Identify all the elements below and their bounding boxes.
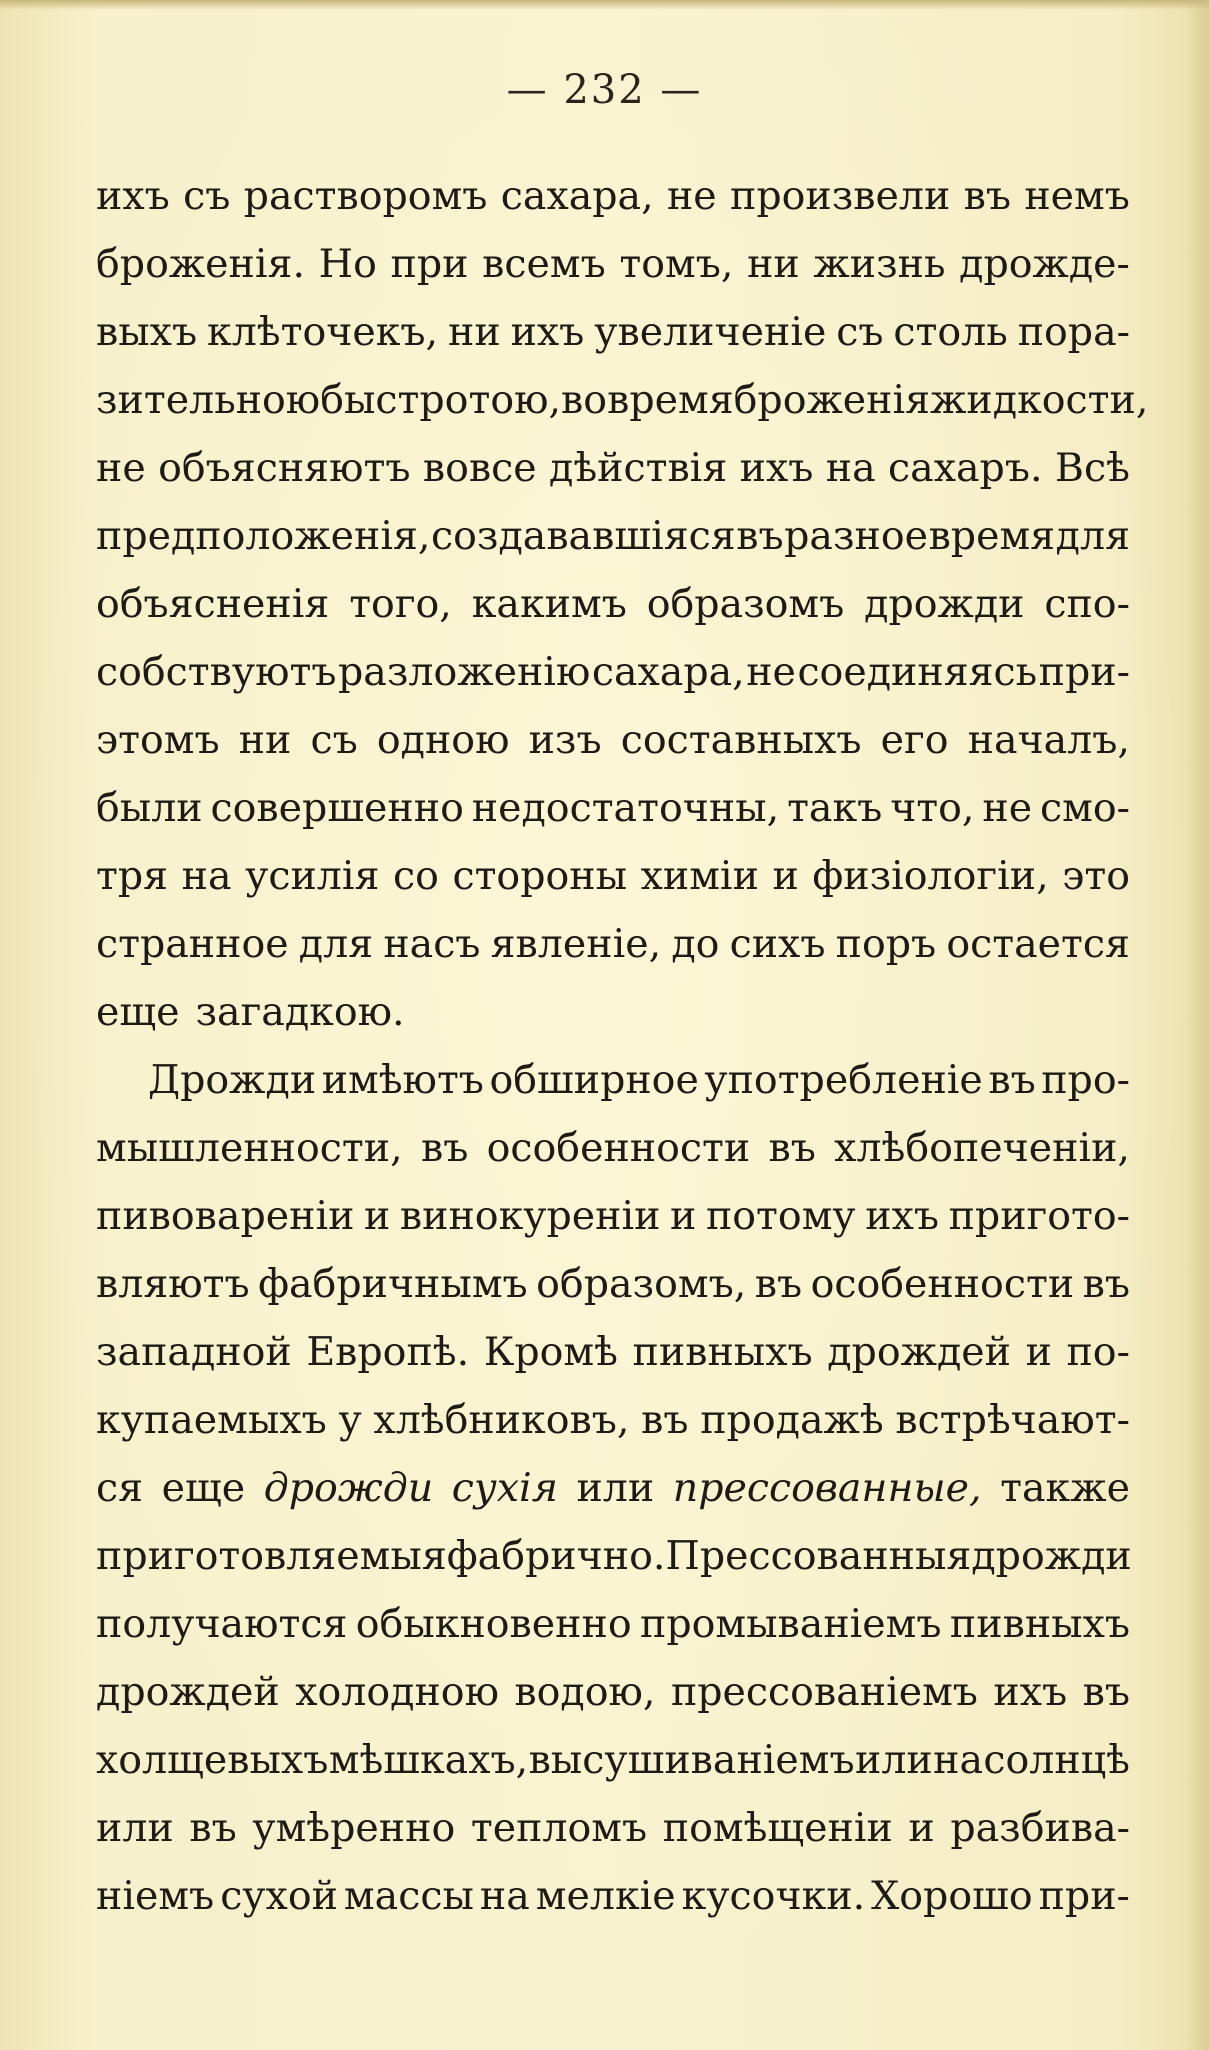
word: хлѣбопеченіи, [834, 1125, 1130, 1171]
word: жидкости, [930, 377, 1149, 423]
word: употребленіе [704, 1057, 983, 1103]
word: пивовареніи [96, 1193, 355, 1239]
word: выхъ [96, 309, 198, 355]
word: получаются [96, 1601, 348, 1647]
word: составныхъ [620, 717, 862, 763]
word: ни [238, 717, 292, 763]
word: Европѣ. [306, 1329, 470, 1375]
word: на [181, 853, 232, 899]
word: на [933, 1737, 984, 1783]
word: ихъ [739, 445, 814, 491]
word: ни [747, 241, 800, 287]
word: прессованіемъ [670, 1669, 978, 1715]
word: у [338, 1397, 362, 1443]
word: какимъ [471, 581, 627, 627]
text-line [96, 434, 1130, 502]
word: образомъ, [536, 1261, 747, 1307]
word: и [364, 1193, 391, 1239]
word: собствуютъ [96, 649, 337, 695]
word: дрожди [864, 581, 1025, 627]
text-line [96, 1590, 1130, 1658]
word: съ [836, 309, 884, 355]
word: дрожди [263, 1465, 434, 1511]
text-line [96, 162, 1130, 230]
word: не [982, 785, 1033, 831]
word: не [746, 649, 796, 695]
word: Хорошо [871, 1873, 1033, 1919]
word: пора- [1017, 309, 1130, 355]
word: съ [310, 717, 358, 763]
word: вляютъ [96, 1261, 250, 1307]
word: также [1000, 1465, 1130, 1511]
word: или [96, 1805, 174, 1851]
word: Прессованныя [665, 1533, 972, 1579]
word: съ [183, 173, 231, 219]
word: одною [376, 717, 510, 763]
word: еще [96, 989, 180, 1035]
word: солнцѣ [983, 1737, 1130, 1783]
word: и [908, 1805, 935, 1851]
word: пивныхъ [949, 1601, 1130, 1647]
word: встрѣчают- [895, 1397, 1130, 1443]
word: время [607, 377, 734, 423]
word: жизнь [813, 241, 946, 287]
text-line [96, 230, 1130, 298]
word: на [479, 1873, 530, 1919]
word: разбива- [950, 1805, 1130, 1851]
word: такъ [787, 785, 883, 831]
word: въ [768, 1125, 816, 1171]
word: время [928, 513, 1056, 559]
word: загадкою. [195, 989, 405, 1035]
word: того, [349, 581, 452, 627]
word: сухой [220, 1873, 338, 1919]
text-line [96, 842, 1130, 910]
body-text [96, 162, 1149, 1930]
word: въ [641, 1397, 689, 1443]
word: мѣшкахъ, [328, 1737, 529, 1783]
word: водою, [514, 1669, 656, 1715]
word: массы [343, 1873, 474, 1919]
word: продажѣ [700, 1397, 884, 1443]
word: химіи [640, 853, 759, 899]
word: въ [1082, 1261, 1130, 1307]
word: и [772, 853, 799, 899]
word: растворомъ [243, 173, 488, 219]
word: насъ [383, 921, 481, 967]
word: и [1025, 1329, 1052, 1375]
text-line [96, 1658, 1130, 1726]
word: Но [318, 241, 377, 287]
word: дѣйствія [549, 445, 728, 491]
word: при- [1038, 649, 1130, 695]
word: приготовляемыя [96, 1533, 447, 1579]
word: въ [420, 1125, 469, 1171]
word: ніемъ [96, 1873, 215, 1919]
word: прессованные, [672, 1465, 982, 1511]
page-edge-right [1185, 0, 1209, 2050]
text-line [96, 1522, 1130, 1590]
word: для [298, 921, 374, 967]
word: спо- [1044, 581, 1130, 627]
word: ихъ [993, 1669, 1068, 1715]
text-line [96, 1182, 1130, 1250]
word: холодною [295, 1669, 499, 1715]
word: пивныхъ [632, 1329, 813, 1375]
paragraph [96, 162, 1149, 1046]
word: при- [1038, 1873, 1130, 1919]
paragraph [96, 1046, 1130, 1930]
word: клѣточекъ, [207, 309, 439, 355]
word: ся [96, 1465, 144, 1511]
word: не [666, 173, 717, 219]
word: что, [890, 785, 975, 831]
word: или [576, 1465, 655, 1511]
word: дрожди [971, 1533, 1132, 1579]
word: фабричнымъ [258, 1261, 528, 1307]
word: всемъ [482, 241, 606, 287]
word: смо- [1039, 785, 1130, 831]
word: немъ [1024, 173, 1130, 219]
word: Кромѣ [483, 1329, 618, 1375]
word: зительною [96, 377, 321, 423]
word: разное [784, 513, 929, 559]
word: его [880, 717, 949, 763]
word: не [96, 445, 146, 491]
text-line [96, 1454, 1130, 1522]
word: и [670, 1193, 697, 1239]
text-line [96, 366, 1149, 434]
word: сухія [451, 1465, 558, 1511]
word: соединяясь [797, 649, 1038, 695]
word: мышленности, [96, 1125, 403, 1171]
word: особенности [486, 1125, 751, 1171]
word: въ [736, 513, 784, 559]
word: поръ [835, 921, 937, 967]
word: кусочки. [681, 1873, 866, 1919]
word: были [96, 785, 203, 831]
word: ихъ [865, 1193, 939, 1239]
word: совершенно [210, 785, 464, 831]
word: холщевыхъ [96, 1737, 329, 1783]
text-line [96, 298, 1130, 366]
text-line [96, 1250, 1130, 1318]
text-line [96, 1114, 1130, 1182]
text-line [96, 910, 1130, 978]
word: создававшіяся [431, 513, 736, 559]
word: по- [1066, 1329, 1130, 1375]
word: объясняютъ [158, 445, 411, 491]
word: до [671, 921, 720, 967]
word: на [825, 445, 876, 491]
word: въ [189, 1805, 237, 1851]
word: ни [448, 309, 501, 355]
word: этомъ [96, 717, 220, 763]
word: еще [161, 1465, 246, 1511]
page-edge-top [0, 0, 1209, 10]
word: при [390, 241, 469, 287]
word: быстротою, [320, 377, 562, 423]
word: томъ, [619, 241, 734, 287]
word: изъ [528, 717, 602, 763]
word: обыкновенно [355, 1601, 632, 1647]
word: сахаръ. [888, 445, 1043, 491]
text-line [96, 1386, 1130, 1454]
word: столь [893, 309, 1008, 355]
word: явленіе, [490, 921, 662, 967]
word: въ [1082, 1669, 1130, 1715]
page-number: — 232 — [506, 67, 703, 113]
text-line [96, 1046, 1130, 1114]
word: въ [963, 173, 1012, 219]
word: произвели [730, 173, 951, 219]
word: дрождей [96, 1669, 280, 1715]
word: высушиваніемъ [528, 1737, 855, 1783]
word: промываніемъ [640, 1601, 942, 1647]
word: объясненія [96, 581, 330, 627]
text-line [96, 502, 1130, 570]
word: въ [988, 1057, 1036, 1103]
word: разложенію [338, 649, 591, 695]
text-line [96, 638, 1130, 706]
word: мелкіе [535, 1873, 676, 1919]
word: въ [754, 1261, 803, 1307]
word: со [392, 853, 439, 899]
word: особенности [810, 1261, 1075, 1307]
word: имѣютъ [321, 1057, 484, 1103]
word: во [561, 377, 608, 423]
word: сихъ [729, 921, 826, 967]
word: Дрожди [148, 1057, 317, 1103]
text-line [96, 978, 1130, 1046]
word: умѣренно [252, 1805, 456, 1851]
word: недостаточны, [471, 785, 780, 831]
word: началъ, [967, 717, 1130, 763]
text-line [96, 1726, 1130, 1794]
word: броженія. [96, 241, 305, 287]
word: или [855, 1737, 933, 1783]
text-line [96, 1862, 1130, 1930]
text-line [96, 774, 1130, 842]
word: потому [705, 1193, 856, 1239]
word: обширное [489, 1057, 699, 1103]
word: тепломъ [470, 1805, 648, 1851]
word: дрождей [827, 1329, 1011, 1375]
word: помѣщеніи [662, 1805, 893, 1851]
word: броженія [733, 377, 931, 423]
word: западной [96, 1329, 292, 1375]
word: ихъ [96, 173, 170, 219]
word: про- [1041, 1057, 1130, 1103]
word: Всѣ [1054, 445, 1130, 491]
text-line [96, 706, 1130, 774]
word: фабрично. [446, 1533, 666, 1579]
word: образомъ [646, 581, 845, 627]
word: сахара, [591, 649, 745, 695]
word: увеличеніе [594, 309, 827, 355]
word: стороны [452, 853, 628, 899]
word: пригото- [948, 1193, 1130, 1239]
word: это [1062, 853, 1130, 899]
word: хлѣбниковъ, [373, 1397, 630, 1443]
word: сахара, [500, 173, 654, 219]
word: странное [96, 921, 289, 967]
word: предположенія, [96, 513, 431, 559]
text-line [96, 570, 1130, 638]
word: физіологіи, [812, 853, 1049, 899]
word: ихъ [510, 309, 585, 355]
word: тря [96, 853, 169, 899]
text-line [96, 1794, 1130, 1862]
word: купаемыхъ [96, 1397, 327, 1443]
word: вовсе [422, 445, 537, 491]
word: усилія [245, 853, 380, 899]
text-line [96, 1318, 1130, 1386]
word: остается [946, 921, 1130, 967]
word: дрожде- [959, 241, 1130, 287]
word: винокуреніи [399, 1193, 661, 1239]
word: для [1055, 513, 1130, 559]
